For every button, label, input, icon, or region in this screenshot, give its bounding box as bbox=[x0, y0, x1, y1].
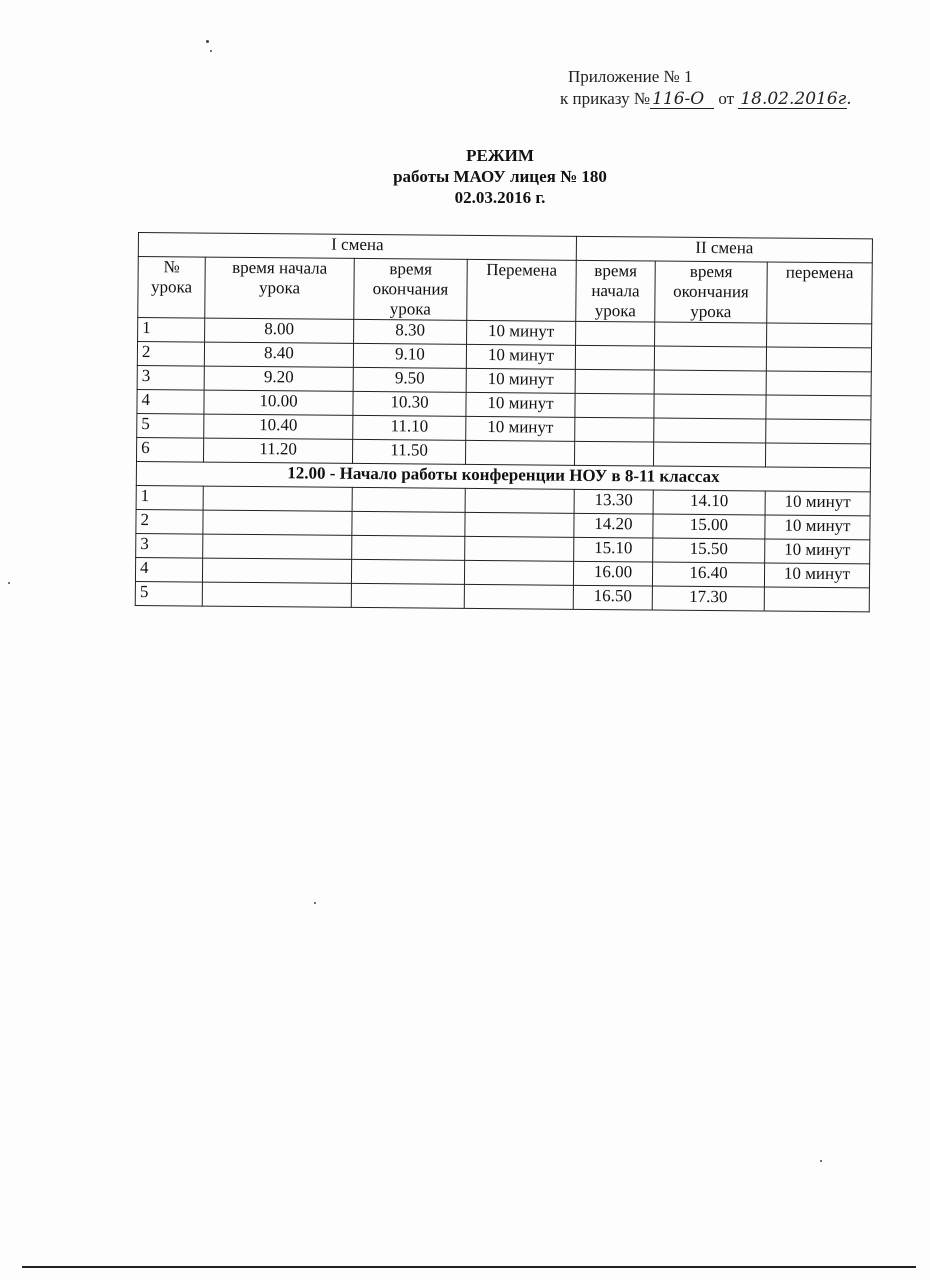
table-cell: 3 bbox=[136, 533, 203, 558]
table-cell bbox=[203, 510, 352, 535]
table-cell: 1 bbox=[138, 318, 205, 343]
table-cell: 16.00 bbox=[573, 561, 652, 586]
table-cell bbox=[351, 559, 464, 584]
table-cell: 10 минут bbox=[467, 320, 576, 345]
appendix-number: Приложение № 1 bbox=[568, 67, 693, 86]
table-cell: 16.40 bbox=[652, 562, 764, 587]
table-cell bbox=[574, 441, 653, 466]
table-cell bbox=[653, 442, 765, 467]
table-cell: 11.50 bbox=[352, 439, 465, 464]
table-cell bbox=[575, 369, 654, 394]
table-cell: 11.20 bbox=[203, 438, 352, 463]
table-cell: 16.50 bbox=[573, 585, 652, 610]
table-cell: 10 минут bbox=[466, 368, 575, 393]
table-cell bbox=[655, 322, 767, 347]
table-cell: 9.20 bbox=[204, 366, 353, 391]
table-cell: 10 минут bbox=[466, 344, 575, 369]
schedule-table bbox=[135, 232, 873, 612]
table-cell: 3 bbox=[137, 365, 204, 390]
table-row bbox=[135, 581, 869, 611]
table-cell: 10.00 bbox=[204, 390, 353, 415]
schedule-table-wrapper bbox=[135, 232, 873, 612]
table-cell: 14.10 bbox=[653, 490, 765, 515]
document-title bbox=[300, 145, 700, 208]
table-cell: 8.30 bbox=[354, 319, 467, 344]
conference-note: 12.00 - Начало работы конференции НОУ в 8-11 классах bbox=[136, 461, 870, 491]
table-cell bbox=[352, 535, 465, 560]
table-cell: 10 минут bbox=[765, 491, 870, 516]
table-cell: 4 bbox=[137, 389, 204, 414]
table-cell: 9.10 bbox=[353, 343, 466, 368]
scan-speck bbox=[8, 582, 10, 584]
table-cell bbox=[351, 583, 464, 608]
table-cell: 14.20 bbox=[574, 513, 653, 538]
column-header: время начала урока bbox=[205, 257, 355, 319]
table-cell bbox=[767, 323, 872, 348]
table-cell: 4 bbox=[135, 557, 202, 582]
table-cell bbox=[654, 370, 766, 395]
column-header: время окончания урока bbox=[655, 261, 768, 323]
table-cell: 6 bbox=[136, 437, 203, 462]
schedule-table-body bbox=[135, 233, 872, 612]
scan-bottom-edge bbox=[22, 1266, 916, 1268]
table-cell bbox=[765, 443, 870, 468]
table-cell bbox=[464, 560, 573, 585]
table-cell: 10 минут bbox=[765, 515, 870, 540]
table-cell bbox=[575, 345, 654, 370]
table-cell: 15.00 bbox=[653, 514, 765, 539]
table-cell bbox=[764, 587, 869, 612]
table-cell bbox=[465, 512, 574, 537]
table-cell: 9.50 bbox=[353, 367, 466, 392]
column-header: перемена bbox=[767, 262, 873, 324]
column-header: время начала урока bbox=[576, 260, 656, 322]
shift-1-header: I смена bbox=[138, 233, 576, 261]
table-cell bbox=[575, 417, 654, 442]
table-cell: 5 bbox=[135, 581, 202, 606]
table-cell: 2 bbox=[137, 342, 204, 367]
table-cell bbox=[766, 419, 871, 444]
table-cell bbox=[766, 347, 871, 372]
table-cell bbox=[352, 511, 465, 536]
table-cell bbox=[654, 418, 766, 443]
table-cell: 11.10 bbox=[353, 415, 466, 440]
order-number-handwritten: 116-О bbox=[650, 90, 714, 109]
table-cell bbox=[766, 395, 871, 420]
table-cell bbox=[465, 488, 574, 513]
title-line-2: работы МАОУ лицея № 180 bbox=[393, 167, 607, 186]
table-cell: 8.00 bbox=[205, 318, 354, 343]
column-header: Перемена bbox=[467, 259, 577, 321]
order-label: к приказу № bbox=[560, 89, 651, 108]
table-cell: 10 минут bbox=[764, 563, 869, 588]
table-cell bbox=[575, 393, 654, 418]
order-date-label: от bbox=[718, 89, 735, 108]
table-cell: 10.40 bbox=[204, 414, 353, 439]
table-cell bbox=[202, 582, 351, 607]
scan-speck bbox=[206, 40, 209, 43]
table-cell bbox=[464, 584, 573, 609]
column-header-row bbox=[138, 257, 873, 324]
table-cell bbox=[203, 486, 352, 511]
table-cell bbox=[654, 346, 766, 371]
column-header: № урока bbox=[138, 257, 206, 319]
table-cell bbox=[465, 536, 574, 561]
order-reference bbox=[560, 88, 900, 110]
table-cell bbox=[202, 558, 351, 583]
table-cell: 5 bbox=[137, 413, 204, 438]
shift-2-header: II смена bbox=[576, 236, 872, 263]
table-cell: 15.10 bbox=[574, 537, 653, 562]
scan-speck bbox=[314, 902, 316, 904]
table-cell bbox=[203, 534, 352, 559]
table-cell: 2 bbox=[136, 509, 203, 534]
table-cell: 1 bbox=[136, 485, 203, 510]
table-cell: 8.40 bbox=[204, 342, 353, 367]
table-cell bbox=[766, 371, 871, 396]
scan-speck bbox=[210, 50, 212, 52]
order-date-handwritten: 18.02.2016г. bbox=[740, 89, 852, 109]
table-cell: 10.30 bbox=[353, 391, 466, 416]
table-cell: 10 минут bbox=[765, 539, 870, 564]
table-cell: 13.30 bbox=[574, 489, 653, 514]
table-cell: 15.50 bbox=[653, 538, 765, 563]
table-cell bbox=[654, 394, 766, 419]
table-cell: 17.30 bbox=[652, 586, 764, 611]
table-cell bbox=[465, 440, 574, 465]
title-line-3: 02.03.2016 г. bbox=[454, 188, 546, 207]
title-line-1: РЕЖИМ bbox=[466, 146, 534, 165]
column-header: время окончания урока bbox=[354, 258, 468, 320]
scan-speck bbox=[820, 1160, 822, 1162]
appendix-reference bbox=[560, 66, 900, 110]
table-cell bbox=[576, 321, 655, 346]
table-cell bbox=[352, 487, 465, 512]
table-cell: 10 минут bbox=[466, 416, 575, 441]
table-cell: 10 минут bbox=[466, 392, 575, 417]
